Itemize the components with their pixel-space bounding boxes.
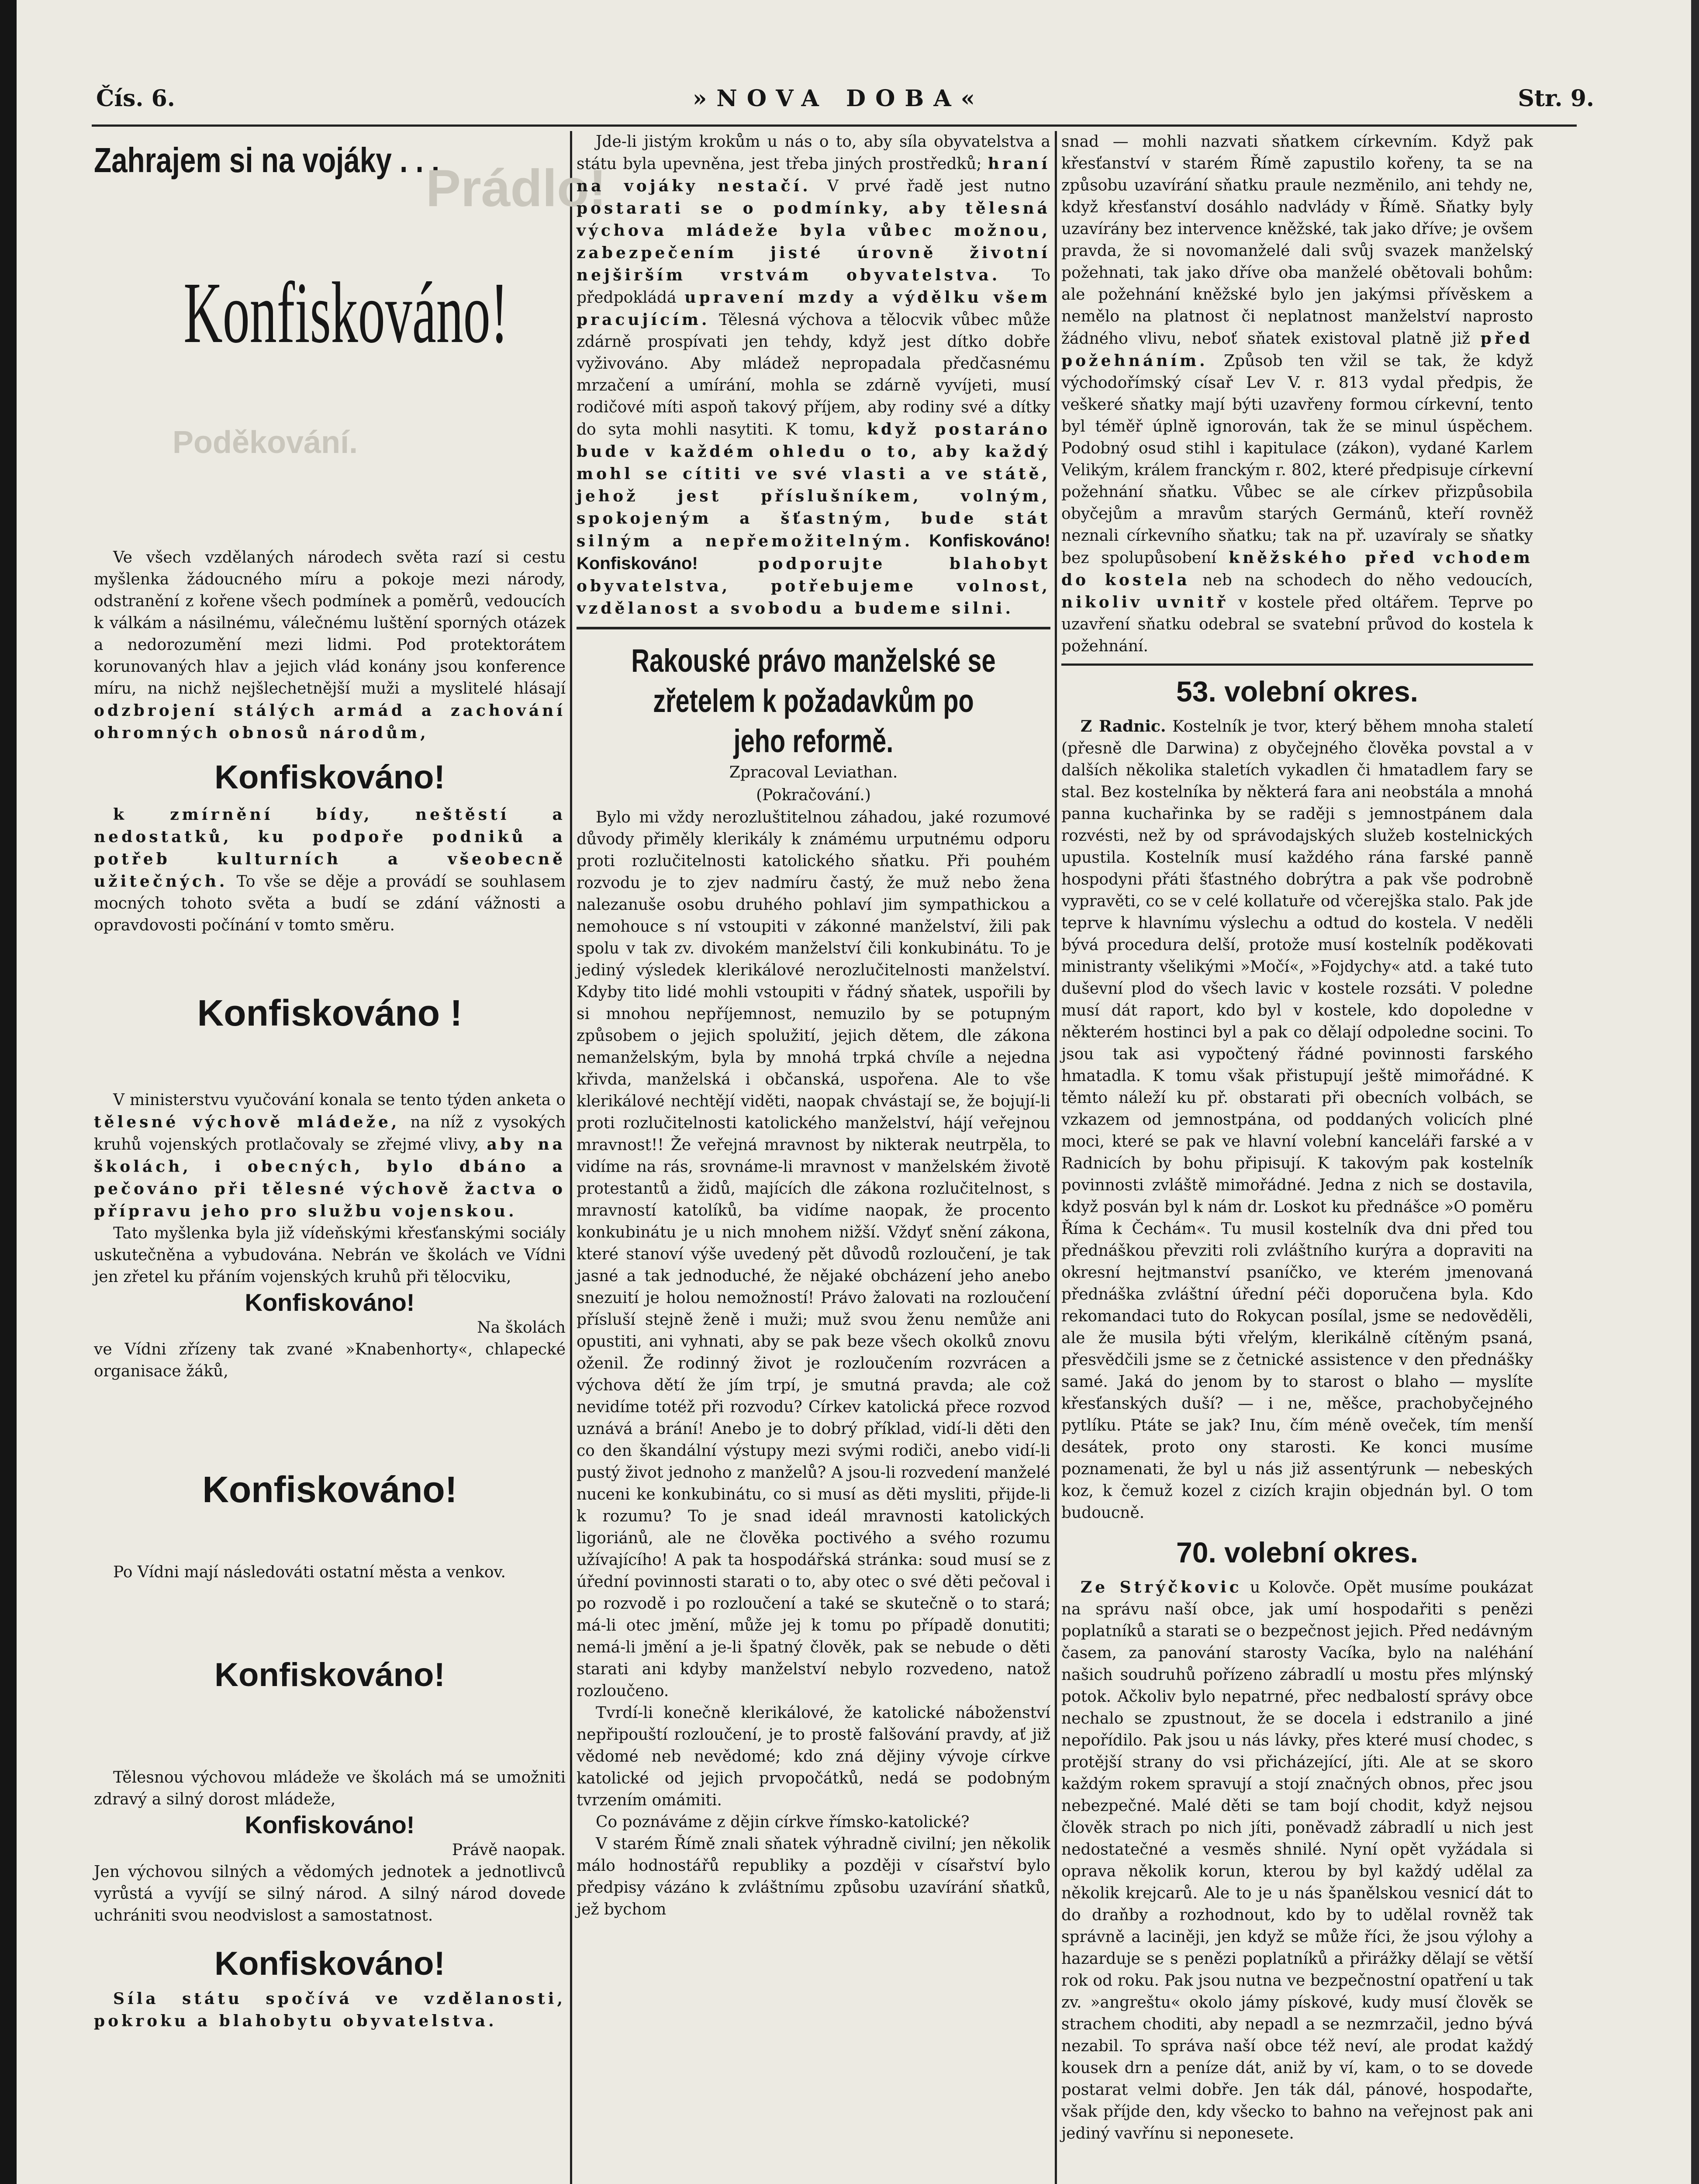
paragraph: snad — mohli nazvati sňatkem církevním. Když pak křesťanství v starém Římě zapustilo kořeny, ta se na způsobu uzavírání sňatku praule nezměnilo, ani tehdy ne, když křesťanství dosáhlo nadvlády v Římě. Sňatky byly uzavírány bez intervence kněžské, tak jako dříve; je ovšem pravda, že si novomanželé dali svůj svazek manželský požehnati, tak jako dříve oba manželé obětovali bohům: ale požehnání kněžské bylo jen jakýmsi přívěskem a nemělo na platnost či neplatnost manželství naprosto žádného vlivu, neboť sňatek existoval platně již před požehnáním. Způsob ten vžil se tak, že když východořímský císař Lev V. r. 813 vydal předpis, že veškeré sňatky mají býti uzavřeny formou církevní, tento byl téměř úplně ignorován, tak že se minul úspěchem. Podobný osud stihl i kapitulace (zákon), vydané Karlem Velikým, králem franckým r. 802, které předpisuje církevní požehnání sňatku. Vůbec se ale církev přizpůsobila obyčejům a mravům starých Germánů, kteří rovněž neznali církevního sňatku; tak na př. uzavíraly se sňatky bez spolupůsobení kněžského před vchodem do kostela neb na schodech do něho vedoucích, nikoliv uvnitř v kostele před oltářem. Teprve po uzavření sňatku odebral se svatební průvod do kostela k požehnání. — [1061, 133, 1533, 655]
article-heading: Zahrajem si na vojáky . . . — [94, 141, 440, 180]
paragraph: Tato myšlenka byla již vídeňskými křesťanskými sociály uskutečněna a vybudována. Nebrán ve školách ve Vídni jen zřetel ku přáním vojenských kruhů při tělocviku, — [94, 1224, 566, 1286]
article-separator — [1061, 663, 1533, 666]
page-number: Str. 9. — [1518, 85, 1594, 112]
scan-edge-left — [0, 0, 17, 2184]
paragraph: V ministerstvu vyučování konala se tento týden anketa o tělesné výchově mládeže, na níž z vysokých kruhů vojenských protlačovaly se zřejmé vlivy, aby na školách, i obecných, bylo dbáno a pečováno při tělesné výchově žactva o přípravu jeho pro službu vojenskou. — [94, 1091, 566, 1220]
confiscated-notice-small: Konfiskováno! — [245, 1289, 415, 1316]
paragraph: Z Radnic. Kostelník je tvor, který během mnoha staletí (přesně dle Darwina) z obyčejného člověka povstal a v dalších několika staletích vykadlen či hmatadlem fary se stal. Bez kostelníka by některá fara ani neobstála a mnohá panna kuchařinka by se raději s jemnostpánem dala rozvésti, než by od správodajských služeb kostelnických upustila. Kostelník musí každého rána farské panně hospodyni přáti šťastného dobrýtra a pak vše podrobně vypravěti, co se v celé kollatuře od včerejška stalo. Pak jde teprve k hlavnímu výslechu a odtud do kostela. V neděli bývá procedura delší, protože musí kostelník poděkovati ministranty všelikými »Močí«, »Fojdychy« atd. a také tuto duševní plod do všech lavic v kostele rozsáti. V poledne musí dát raport, kdo byl v kostele, kdo dopoledne v některém hostinci byl a pak co dělají odpoledne socini. To jsou tak asi vypočtený řádné povinnosti farského hmatadla. K tomu však přistupují ještě mimořádné. K těmto náleží ku př. obstarati při obecních volbách, se vzkazem od jemnostpána, od poddaných volicích plné moci, které se pak ve hlavní volební kanceláři farské a v Radnicích by bohu připisují. K takovým pak kostelník povinnosti zvláště mimořádné. Jedna z nich se dostavila, když posván byl k nám dr. Loskot ku přednášce »O poměru Říma k Čechám«. Tu musil kostelník dva dni před tou přednáškou převziti roli zvláštního kurýra a dopraviti na okresní hejtmanství psaníčko, ve kterém jmenovaná přednáška zvláštní úřední péči doporučena byla. Kdo rekomandaci tuto do Rokycan posílal, jsme se nedověděli, ale že musila býti vřelým, klerikálně cítěným psaná, přesvědčili jsme se z četnické assistence v den přednášky samé. Jaká do jenom by to starost o blaho — myslíte křesťanských duší? — i ne, měšce, prachobyčejného pytlíku. Ptáte se jak? Inu, čím méně oveček, tím menší desátek, proto ony starosti. Ke konci musíme poznamenati, že byl u nás již assentýrunk — nebeských koz, k čemuž kozel z cizích krajin objednán byl. O tom budoucně. — [1061, 717, 1533, 1522]
paragraph: Jde-li jistým krokům u nás o to, aby síla obyvatelstva a státu byla upevněna, jest třeba jiných prostředků; hraní na vojáky nestačí. V prvé řadě jest nutno postarati se o podmínky, aby tělesná výchova mládeže byla vůbec možnou, zabezpečením jisté úrovně životní nejširším vrstvám obyvatelstva. To předpokládá upravení mzdy a výdělku všem pracujícím. Tělesná výchova a tělocvik vůbec může zdárně prospívati jen tehdy, když jest dítko dobře vyživováno. Aby mládež nepropadala předčasnému mrzačení a umírání, mohla se zdárně vyvíjeti, musí rodičové míti aspoň takový příjem, aby rodiny své a dítky do syta mohli nasytiti. K tomu, když postaráno bude v každém ohledu o to, aby každý mohl se cítiti ve své vlasti a ve státě, jehož jest příslušníkem, volným, spokojeným a šťastným, bude stát silným a nepřemožitelným. Konfiskováno! Konfiskováno! podporujte blahobyt obyvatelstva, potřebujeme volnost, vzdělanost a svobodu a budeme silni. — [577, 133, 1051, 618]
page-header — [83, 81, 1594, 120]
paragraph-lead: Na školách — [477, 1319, 566, 1337]
paragraph: Ze Strýčkovic u Kolovče. Opět musíme poukázat na správu naší obce, jak umí hospodařiti s penězi poplatníků a starati se o bezpečnost jejich. Před nedávným časem, za panování starosty Vacíka, bylo na naléhání našich soudruhů pořízeno zábradlí u mostu přes mlýnský potok. Ačkoliv bylo nepatrné, přec nedbalostí správy obce nechalo se zpustnout, že se docela i edstranilo a jiné nepořídilo. Pak jsou u nás lávky, přes které musí chodec, s protější strany do vsi přicházející, jíti. Ale at se skoro každým rokem spravují a stojí značných obnos, přec jsou nebezpečné. Malé děti se tam bojí chodit, když nejsou člověk strach po nich jíti, poněvadž zábradlí u nich jest nedostatečné a vesměs shnilé. Nyní opět vyžádala si oprava několik korun, kterou by byl každý udělal za několik krejcarů. Ale to je u nás španělskou vesnicí dát to do draňby a rozhodnout, kdo by to udělal rovněž tak správně a laciněji, jen když se může říci, že jsou výlohy a hazarduje se s penězi poplatníků a přirážky dělají se větší rok od roku. Pak jsou nutna ve bezpečnostní opatření u tak zv. »angreštu« okolo jámy pískové, kudy musí člověk se strachem choditi, aby nepadl a se nezmrzačil, jedno bývá nezabil. To správa naší obce též neví, ale prodat každý kousek drn a peníze dát, aniž by ví, kam, o to se dovede postarat velmi dobře. Jen ták dál, pánové, hospodařte, však příjde den, kdy všecko to bahno na veřejnost pak ani jediný vavřínu si neponesete. — [1061, 1578, 1533, 2143]
paragraph: Síla státu spočívá ve vzdělanosti, pokroku a blahobytu obyvatelstva. — [94, 1990, 566, 2030]
paragraph: Jen výchovou silných a vědomých jednotek a jednotlivců vyrůstá a vyvíjí se silný národ. A silný národ dovede uchrániti svou neodvislost a samostatnost. — [94, 1863, 566, 1925]
scan-edge-right — [1691, 0, 1699, 2184]
paragraph: V starém Římě znali sňatek výhradně civilní; jen několik málo hodnostářů republiky a později v císařství bylo předpisy vázáno k zvláštnímu způsobu uzavírání sňatků, jež bychom — [577, 1835, 1050, 1918]
confiscated-notice-large: Konfiskováno! — [183, 265, 509, 361]
header-rule — [92, 124, 1577, 127]
paragraph: k zmírnění bídy, neštěstí a nedostatků, ku podpoře podniků a potřeb kulturních a všeobecně užitečných. To vše se děje a provádí se souhlasem mocných tohoto světa a budí se zdání vážnosti a opravdovosti počínání v tomto směru. — [94, 805, 566, 934]
paragraph-lead: Právě naopak. — [452, 1841, 566, 1859]
column-3 — [1061, 131, 1533, 2184]
paragraph: Ve všech vzdělaných národech světa razí si cestu myšlenka žádoucného míru a pokoje mezi národy, odstranění z kořene všech podmínek a poměrů, vedoucích k válkám a násilnému, válečnému luštění sporných otázek a nedorozumění mezi lidmi. Pod protektorátem korunovaných hlav a jejich vlád konány jsou konference míru, na nichž nejšlechetnější muži a myslitelé hlásají odzbrojení stálých armád a zachování ohromných obnosů národům, — [94, 549, 566, 742]
column-1 — [94, 131, 607, 2184]
issue-number: Čís. 6. — [96, 85, 175, 112]
confiscated-notice: Konfiskováno ! — [197, 992, 463, 1033]
paragraph: Tělesnou výchovou mládeže ve školách má se umožniti zdravý a silný dorost mládeže, — [94, 1769, 566, 1808]
paragraph: Bylo mi vždy nerozluštitelnou záhadou, jaké rozumové důvody přiměly klerikály k známému urputnému odporu proti rozlučitelnosti katolického sňatku. Při pouhém rozvodu je to zjev nadmíru častý, že muž nebo žena nalezanuše osobu druhého pohlaví jim sympathickou a nemohouce s ní vstoupiti v zákonné manželství, žili pak spolu v tak zv. divokém manželství čili konkubinátu. To je jediný výsledek klerikálové nerozlučitelnosti manželství. Kdyby tito lidé mohli vstoupiti v řádný sňatek, uspořili by si mnohou nepříjemnost, nemuzilo by se potupným způsobem o jejich spolužití, jejich dětem, dle zákona nemanželským, byla by mnohá trpká chvíle a nejedna křivda, manželská i občanská, uspořena. Ale to vše klerikálové nechtějí viděti, naopak chvástají se, že bojují-li proti rozlučitelnosti katolického manželství, hájí veřejnou mravnost!! Že veřejná mravnost by nikterak neutrpěla, to vidíme na rás, srovnáme-li mravnost v manželském životě protestantů a židů, majících dle zákona rozlučitelnost, s mravností katolíků, ba vidíme naopak, že procento konkubinátu je u nich mnohem nižší. Vždyť snění zákona, které stanoví výše uvedený pět důvodů rozloučení, je tak jasné a tak jednoduché, že nějaké obcházení jeho anebo snezuití je holou nemožností! Právo žalovati na rozloučení přísluší stejně ženě i muži; muž svou ženu nemůže ani opustiti, ani vyhnati, aby se pak beze všech okolků znovu oženil. Že rodinný život je rozloučením rozvrácen a výchova dětí že jím trpí, je smutná pravda; ale což nevidíme totéž při rozvodu? Církev katolická přece rozvod uznává a brání! Anebo je to dobrý příklad, vidí-li děti den co den škandální výstupy mezi svými rodiči, anebo vidí-li pustý život jednoho z manželů? A jsou-li rozvedení manželé nuceni ke konkubinátu, co si musí as děti mysliti, přijde-li k rozumu? To je snad ideál mravnosti katolických ligoriánů, ale ne člověka poctivého a svého rozumu užívajícího! A pak ta hospodářská stránka: soud musí se z úřední povinnosti starati o to, aby otec o své děti pečoval i po rozvodě i po rozloučení a také se skutečně o to stará; má-li otec jmění, může jej k tomu po případě donutiti; nemá-li jmění a je-li špatný člověk, pak se nebude o děti starati ani kdyby manželství nebylo rozvedeno, natož rozloučeno. — [577, 809, 1050, 1700]
article-separator — [577, 627, 1050, 629]
paragraph: ve Vídni zřízeny tak zvané »Knabenhorty«, chlapecké organisace žáků, — [94, 1341, 566, 1380]
confiscated-notice: Konfiskováno! — [214, 759, 445, 796]
paragraph: Tvrdí-li konečně klerikálové, že katolické náboženství nepřipouští rozloučení, je to prostě falšování pravdy, ať již vědomé neb nevědomé; kdo zná dějiny vývoje církve katolické od jejich prvopočátků, nedá se podobným tvrzením omámiti. — [577, 1704, 1050, 1809]
district-heading: 70. volební okres. — [1176, 1536, 1418, 1569]
byline: Zpracoval Leviathan. — [729, 764, 898, 781]
confiscated-notice-inline: Konfiskováno! — [929, 531, 1050, 550]
newspaper-title: »NOVA DOBA« — [692, 85, 985, 112]
confiscated-notice: Konfiskováno! — [202, 1469, 457, 1510]
column-divider-2 — [1055, 131, 1057, 2184]
column-divider-1 — [570, 131, 572, 2184]
district-heading: 53. volební okres. — [1176, 675, 1418, 708]
confiscated-notice-small: Konfiskováno! — [245, 1811, 415, 1838]
column-2 — [577, 131, 1050, 2184]
continuation-note: (Pokračování.) — [756, 786, 871, 804]
paragraph: Po Vídni mají následováti ostatní města a venkov. — [113, 1563, 506, 1581]
confiscated-notice: Konfiskováno! — [214, 1656, 445, 1693]
article-title: Rakouské právo manželské se zřetelem k požadavkům po jeho reformě. — [631, 643, 996, 759]
paragraph: Co poznáváme z dějin církve římsko-katolické? — [596, 1813, 970, 1831]
confiscated-notice-inline: Konfiskováno! — [577, 554, 698, 573]
bleed-through-text: Prádlo! — [426, 159, 607, 218]
bleed-through-text: Poděkování. — [173, 425, 358, 460]
ghost-area-2 — [94, 363, 566, 547]
confiscated-notice: Konfiskováno! — [214, 1945, 445, 1982]
